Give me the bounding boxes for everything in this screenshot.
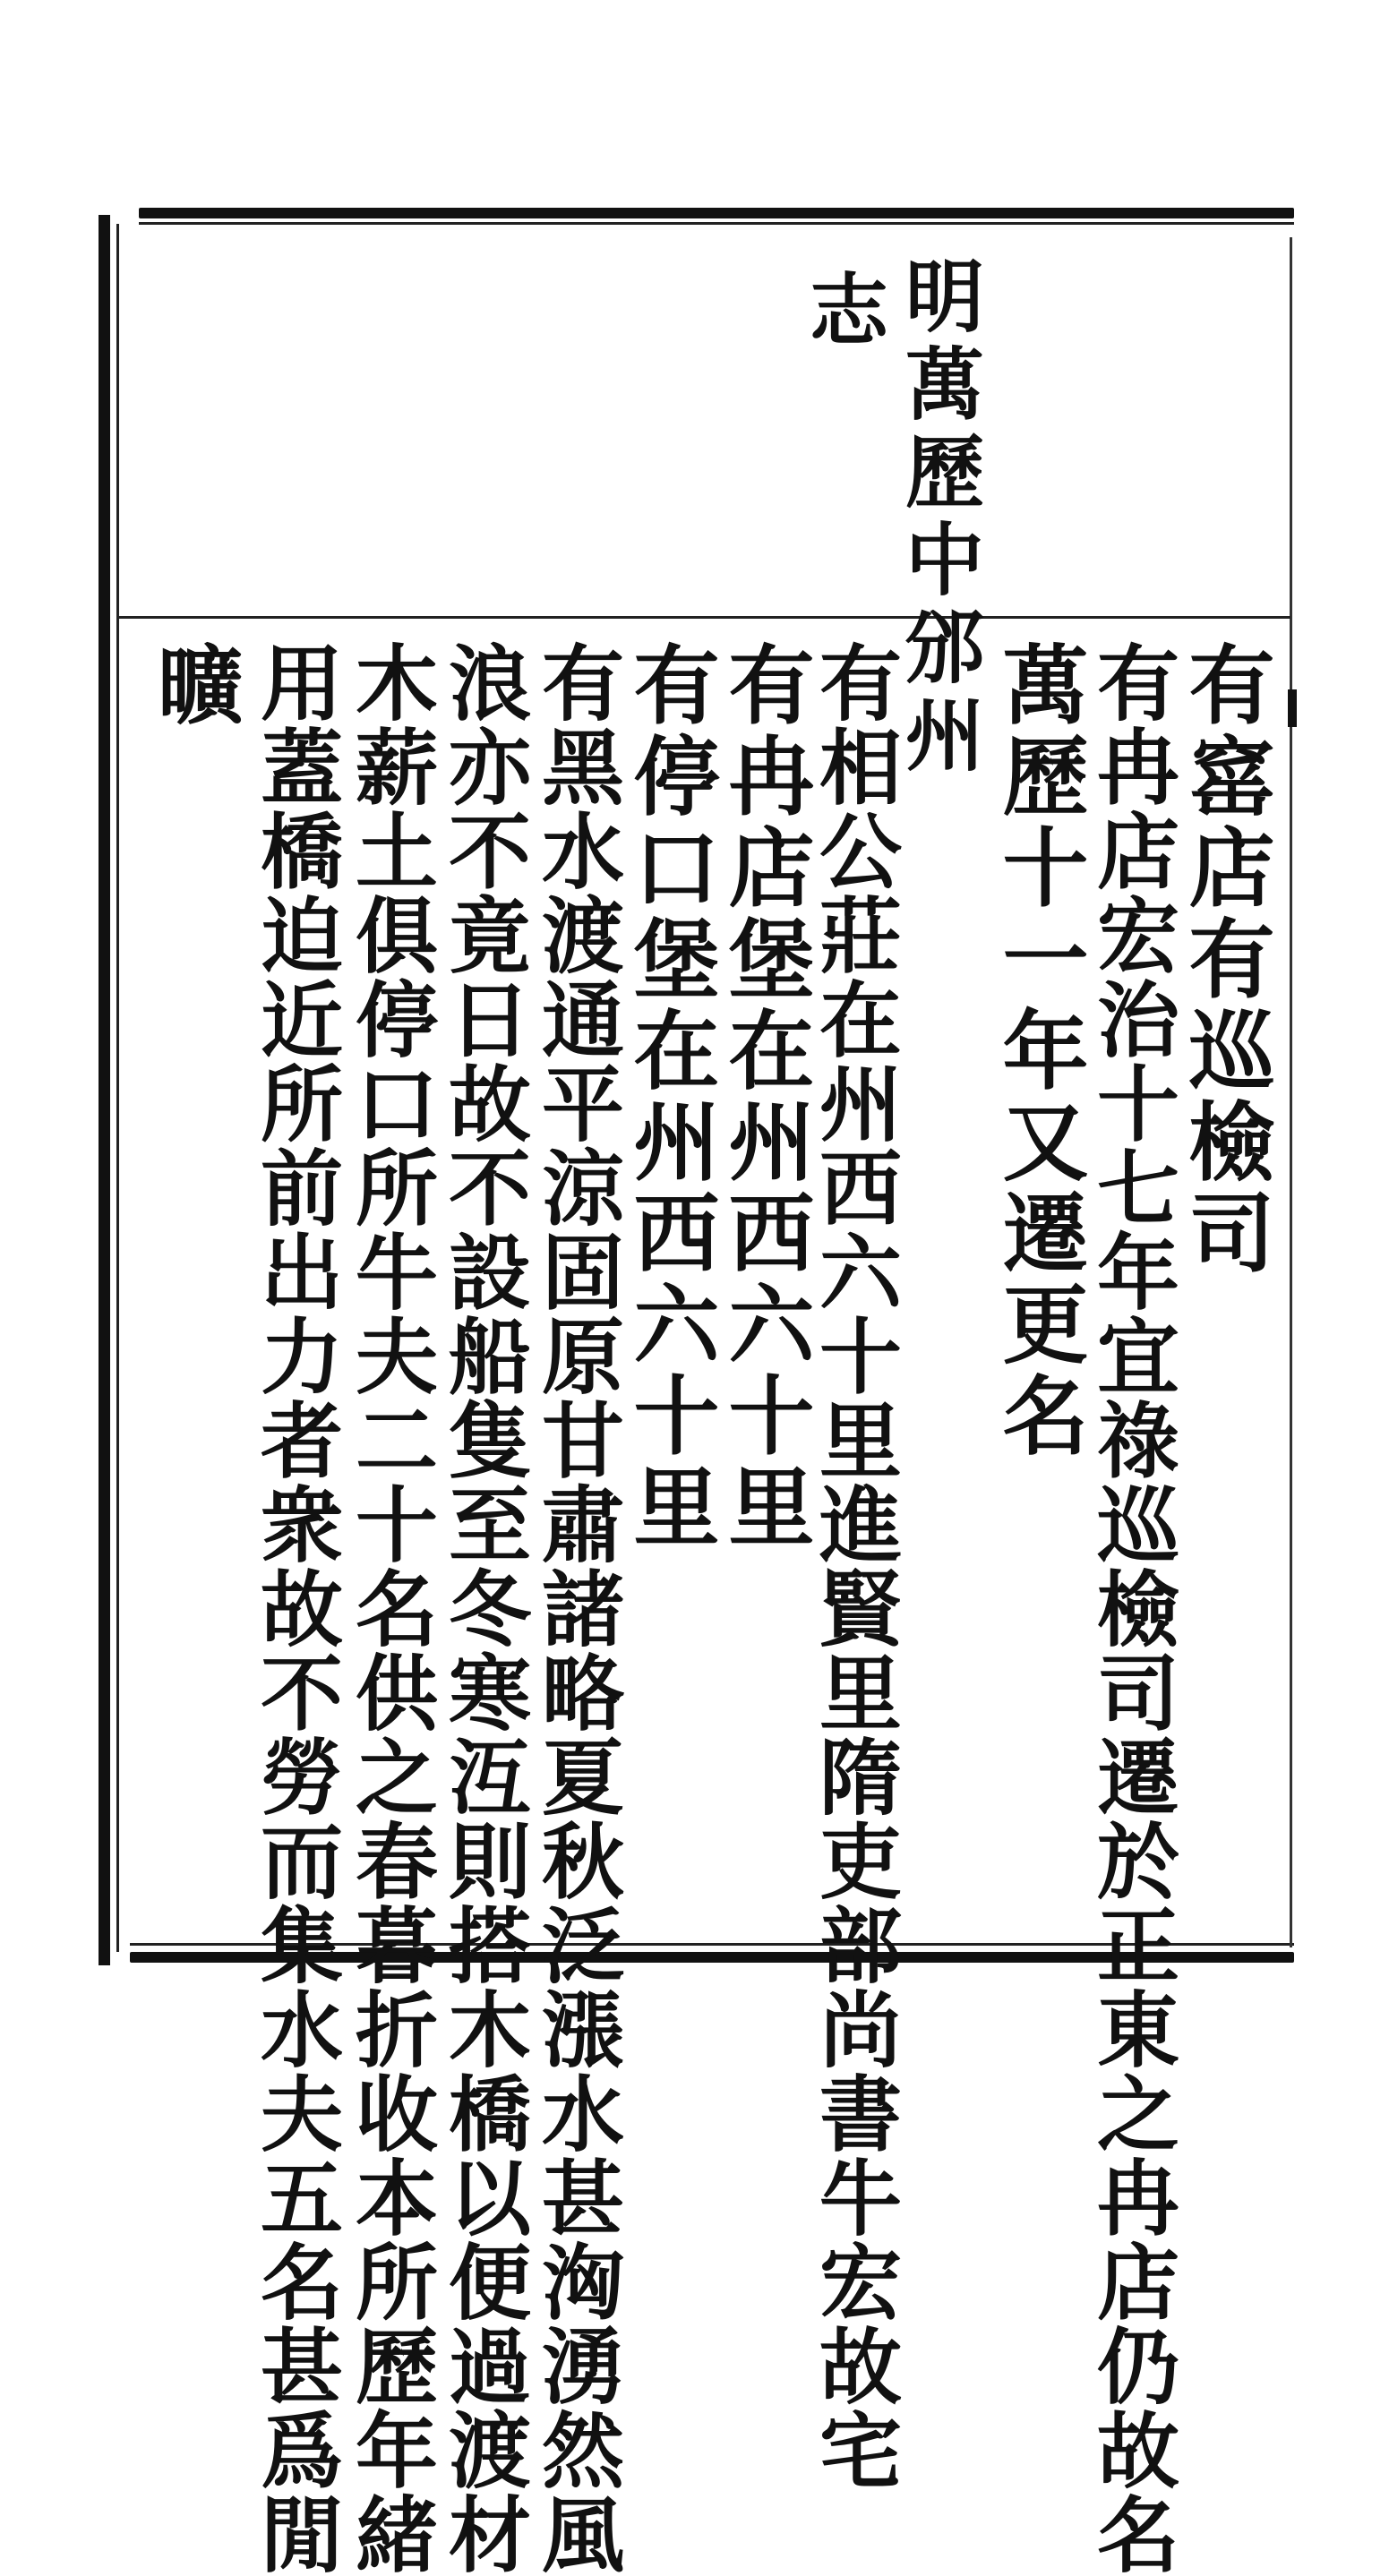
text-column-11: 曠 (143, 640, 244, 732)
book-title-suffix: 志 (797, 269, 890, 356)
text-column-9: 木薪土俱停口所牛夫二十名供之春暮折收本所歷年緒 (342, 640, 439, 2576)
text-column-10: 用蓋橋迫近所前出力者衆故不勞而集水夫五名甚爲閒 (247, 640, 344, 2576)
text-column-5: 有冉店堡在州西六十里 (715, 640, 816, 1553)
text-column-3: 萬歷十一年又遷更名 (989, 640, 1090, 1462)
frame-left-thin-rule (116, 224, 119, 1952)
text-column-6: 有停口堡在州西六十里 (620, 640, 721, 1553)
book-title-part-1: 明萬歷中 (893, 255, 986, 606)
header-divider-rule (119, 616, 1290, 619)
edge-ink-mark (1288, 689, 1297, 727)
text-column-1: 有窰店有巡檢司 (1175, 640, 1276, 1279)
text-column-8: 浪亦不竟日故不設船隻至冬寒沍則搭木橋以便過渡材 (435, 640, 532, 2576)
text-column-2: 有冉店宏治十七年宜祿巡檢司遷於正東之冉店仍故名 (1084, 640, 1180, 2576)
frame-top-rule (139, 208, 1294, 218)
text-column-7: 有黑水渡通平涼固原甘肅諸略夏秋泛漲水甚洶湧然風 (528, 640, 625, 2576)
frame-right-rule (1290, 237, 1292, 1947)
frame-top-thin-rule (139, 222, 1294, 225)
text-column-4: 有相公莊在州西六十里進賢里隋吏部尚書牛宏故宅 (806, 640, 903, 2492)
book-title-part-2: 邠州 (893, 606, 986, 782)
book-title (893, 255, 986, 782)
frame-left-rule (99, 215, 110, 1965)
